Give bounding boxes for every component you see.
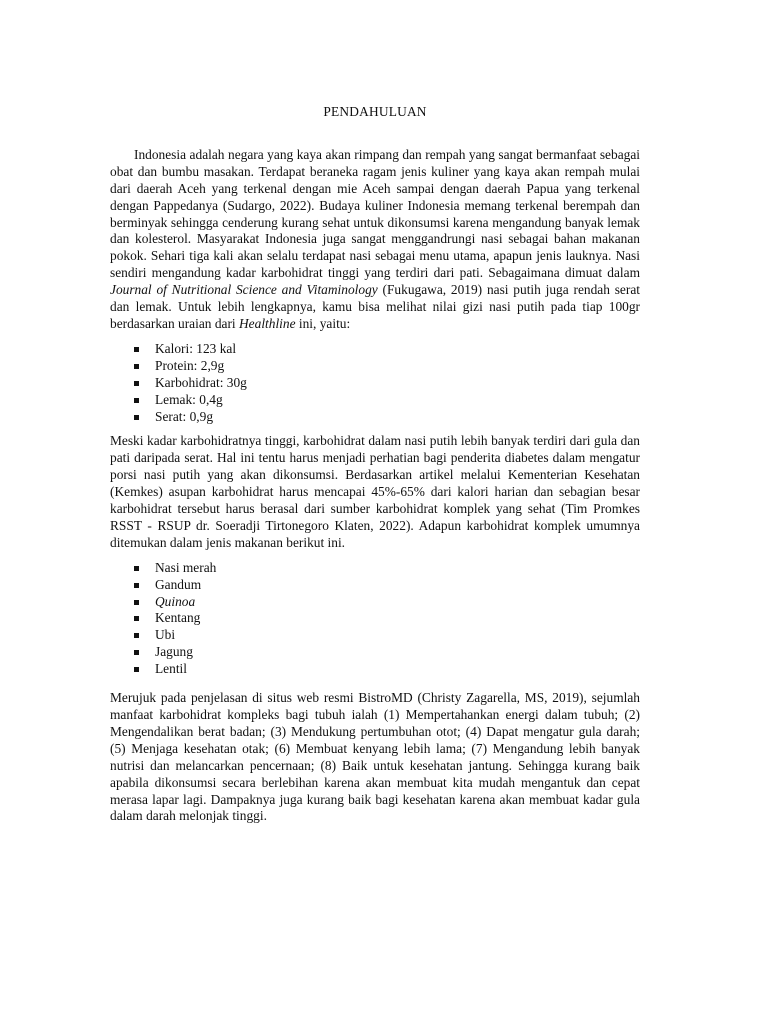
- list-item: [134, 594, 640, 611]
- paragraph-intro: [110, 147, 640, 333]
- list-item: Protein: 2,9g: [134, 358, 640, 375]
- list-item: Jagung: [134, 644, 640, 661]
- page-title: PENDAHULUAN: [323, 104, 427, 119]
- intro-text-3: ini, yaitu:: [295, 315, 351, 331]
- intro-text-2: (Fukugawa, 2019) nasi putih juga rendah serat dan lemak. Untuk lebih lengkapnya, kamu bisa melihat nilai gizi nasi putih pada tiap 100gr berdasarkan uraian dari: [110, 282, 640, 331]
- intro-text-1: Indonesia adalah negara yang kaya akan rimpang dan rempah yang sangat bermanfaat sebagai obat dan bumbu masakan. Terdapat beraneka ragam jenis kuliner yang kaya akan rempah mulai dari daerah Aceh yang terkenal dengan mie Aceh sampai dengan daerah Papua yang terkenal dengan Pappedanya (Sudargo, 2022). Budaya kuliner Indonesia memang terkenal berempah dan berminyak sehingga cenderung kurang sehat untuk dikonsumsi karena mengandung banyak lemak dan kolesterol. Masyarakat Indonesia juga sangat menggandrungi nasi sebagai bahan makanan pokok. Sehari tiga kali akan selalu terdapat nasi sebagai menu utama, apapun jenis lauknya. Nasi sendiri mengandung kadar karbohidrat tinggi yang terdiri dari pati. Sebagaimana dimuat dalam: [110, 146, 640, 281]
- paragraph-carbohydrate: Meski kadar karbohidratnya tinggi, karbohidrat dalam nasi putih lebih banyak terdiri dari gula dan pati daripada serat. Hal ini tentu harus menjadi perhatian bagi penderita diabetes dalam mengatur porsi nasi putih yang akan dikonsumsi. Berdasarkan artikel melalui Kementerian Kesehatan (Kemkes) asupan karbohidrat harus mencapai 45%-65% dari kalori harian dan sebagian besar karbohidrat tersebut harus berasal dari sumber karbohidrat komplek yang sehat (Tim Promkes RSST - RSUP dr. Soeradji Tirtonegoro Klaten, 2022). Adapun karbohidrat komplek umumnya ditemukan dalam jenis makanan berikut ini.: [110, 433, 640, 550]
- paragraph-benefits: Merujuk pada penjelasan di situs web resmi BistroMD (Christy Zagarella, MS, 2019), sejumlah manfaat karbohidrat kompleks bagi tubuh ialah (1) Mempertahankan energi dalam tubuh; (2) Mengendalikan berat badan; (3) Mendukung pertumbuhan otot; (4) Dapat mengatur gula darah; (5) Menjaga kesehatan otak; (6) Membuat kenyang lebih lama; (7) Mengandung lebih banyak nutrisi dan melancarkan pencernaan; (8) Baik untuk kesehatan jantung. Sehingga kurang baik apabila dikonsumsi secara berlebihan karena akan membuat kita mudah mengantuk dan cepat merasa lapar lagi. Dampaknya juga kurang baik bagi kesehatan karena akan membuat kadar gula dalam darah melonjak tinggi.: [110, 690, 640, 824]
- journal-title: Journal of Nutritional Science and Vitaminology: [110, 282, 378, 298]
- list-item: Lentil: [134, 661, 640, 678]
- list-item-italic: Quinoa: [155, 593, 196, 609]
- list-item: Ubi: [134, 627, 640, 644]
- list-item: Serat: 0,9g: [134, 409, 640, 426]
- nutrition-list: [110, 341, 640, 426]
- source-name: Healthline: [239, 315, 296, 331]
- list-item: Karbohidrat: 30g: [134, 375, 640, 392]
- list-item: Nasi merah: [134, 560, 640, 577]
- complex-carb-food-list: [110, 560, 640, 678]
- list-item: Lemak: 0,4g: [134, 392, 640, 409]
- document-body: [110, 104, 640, 825]
- list-item: Kalori: 123 kal: [134, 341, 640, 358]
- list-item: Gandum: [134, 577, 640, 594]
- list-item: Kentang: [134, 610, 640, 627]
